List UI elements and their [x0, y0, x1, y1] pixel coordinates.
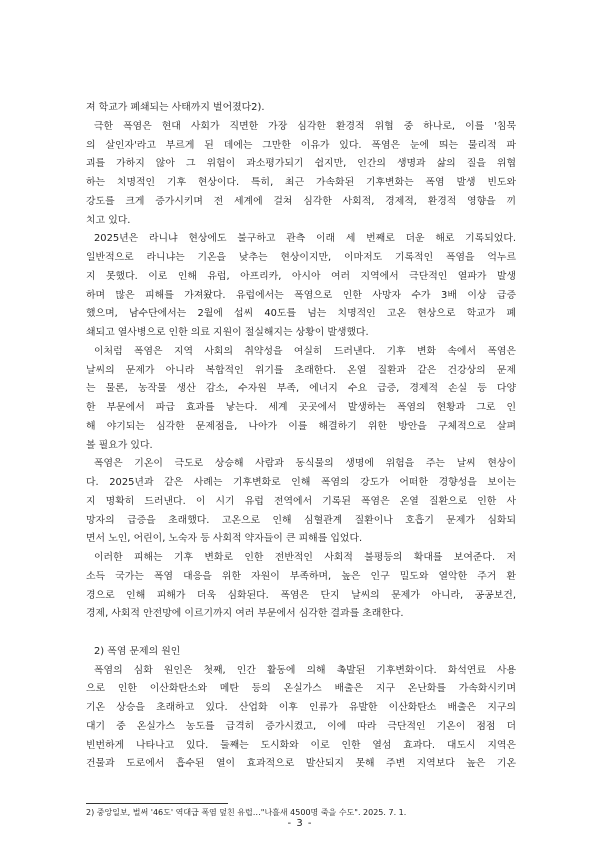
footnote: 2) 중앙일보, 벌써 '46도' 역대급 폭염 덮친 유럽…"나흘새 4500명 죽을 수도". 2025. 7. 1. — [86, 808, 407, 817]
text-line: 일반적으로 라니냐는 기온을 낮추는 현상이지만, 이마저도 기록적인 폭염을 억누르 — [86, 252, 516, 263]
text-line: 날씨의 문제가 아니라 복합적인 위기를 초래한다. 온열 질환과 같은 건강상의 문제 — [86, 364, 516, 376]
section-heading: 2) 폭염 문제의 원인 — [94, 645, 181, 657]
text-line: 지 못했다. 이로 인해 유럽, 아프리카, 아시아 여러 지역에서 극단적인 열파가 발생 — [86, 270, 516, 282]
text-line: 소득 국가는 폭염 대응을 위한 자원이 부족하며, 높은 인구 밀도와 열악한 주거 환 — [86, 570, 516, 582]
text-line: 경제, 사회적 안전망에 이르기까지 여러 부문에서 심각한 결과를 초래한다. — [86, 608, 404, 620]
paragraph-gap — [86, 624, 516, 643]
body-text — [86, 99, 516, 774]
text-line: 극한 폭염은 현대 사회가 직면한 가장 심각한 환경적 위협 중 하나로, 이를 '침묵 — [94, 120, 516, 132]
text-line: 의 살인자'라고 부르게 된 데에는 그만한 이유가 있다. 폭염은 눈에 띄는 물리적 파 — [86, 139, 516, 151]
text-line: 져 학교가 폐쇄되는 사태까지 벌어졌다2). — [86, 102, 265, 113]
text-line: 폭염은 기온이 극도로 상승해 사람과 동식물의 생명에 위험을 주는 날씨 현상이 — [94, 458, 516, 470]
text-line: 폭염의 심화 원인은 첫째, 인간 활동에 의해 촉발된 기후변화이다. 화석연료 사용 — [94, 664, 516, 676]
text-line: 빈번하게 나타나고 있다. 둘째는 도시화와 이로 인한 열섬 효과다. 대도시 지역은 — [86, 739, 516, 751]
text-line: 면서 노인, 어린이, 노숙자 등 사회적 약자들이 큰 피해를 입었다. — [86, 533, 363, 545]
text-line: 하는 치명적인 기후 현상이다. 특히, 최근 가속화된 기후변화는 폭염 발생 빈도와 — [86, 177, 516, 188]
text-line: 대기 중 온실가스 농도를 급격히 증가시켰고, 이에 따라 극단적인 기온이 점점 더 — [86, 720, 516, 732]
text-line: 해 야기되는 심각한 문제점을, 나아가 이를 해결하기 위한 방안을 구체적으로 살펴 — [86, 420, 516, 432]
text-line: 으로 인한 이산화탄소와 메탄 등의 온실가스 배출은 지구 온난화를 가속화시키며 — [86, 683, 516, 695]
text-line: 이러한 피해는 기후 변화로 인한 전반적인 사회적 불평등의 확대를 보여준다. 저 — [94, 552, 516, 563]
text-line: 괴를 가하지 않아 그 위험이 과소평가되기 쉽지만, 인간의 생명과 삶의 질을 위협 — [86, 158, 516, 170]
text-line: 건물과 도로에서 흡수된 열이 효과적으로 발산되지 못해 주변 지역보다 높은 기온 — [86, 758, 516, 770]
text-line: 경으로 인해 피해가 더욱 심화된다. 폭염은 단지 날씨의 문제가 아니라, 공공보건, — [86, 589, 516, 601]
text-line: 2025년은 라니냐 현상에도 불구하고 관측 이래 세 번째로 더운 해로 기록되었다. — [94, 233, 516, 245]
text-line: 했으며, 남수단에서는 2월에 섭씨 40도를 넘는 치명적인 고온 현상으로 학교가 폐 — [86, 308, 516, 320]
text-line: 치고 있다. — [86, 214, 131, 226]
text-line: 기온 상승을 초래하고 있다. 산업화 이후 인류가 유발한 이산화탄소 배출은 지구의 — [86, 702, 516, 713]
text-line: 강도를 크게 증가시키며 전 세계에 걸쳐 심각한 사회적, 경제적, 환경적 영향을 끼 — [86, 195, 516, 207]
text-line: 한 부문에서 파급 효과를 낳는다. 세계 곳곳에서 발생하는 폭염의 현황과 그로 인 — [86, 402, 516, 413]
text-line: 망자의 급증을 초래했다. 고온으로 인해 심혈관계 질환이나 호흡기 문제가 심화되 — [86, 514, 516, 526]
text-line: 하며 많은 피해를 가져왔다. 유럽에서는 폭염으로 인한 사망자 수가 3배 이상 급증 — [86, 289, 516, 301]
text-line: 지 명확히 드러낸다. 이 시기 유럽 전역에서 기록된 폭염은 온열 질환으로 인한 사 — [86, 495, 516, 507]
text-line: 쇄되고 열사병으로 인한 의료 지원이 절실해지는 상황이 발생했다. — [86, 327, 369, 338]
text-line: 볼 필요가 있다. — [86, 439, 153, 451]
footnote-divider — [86, 803, 228, 804]
text-line: 다. 2025년과 같은 사례는 기후변화로 인해 폭염의 강도가 어떠한 경향성을 보이는 — [86, 477, 516, 488]
page-number: - 3 - — [287, 818, 313, 829]
text-line: 이처럼 폭염은 지역 사회의 취약성을 여실히 드러낸다. 기후 변화 속에서 폭염은 — [94, 345, 516, 357]
text-line: 는 물론, 농작물 생산 감소, 수자원 부족, 에너지 수요 급증, 경제적 손실 등 다양 — [86, 383, 516, 395]
